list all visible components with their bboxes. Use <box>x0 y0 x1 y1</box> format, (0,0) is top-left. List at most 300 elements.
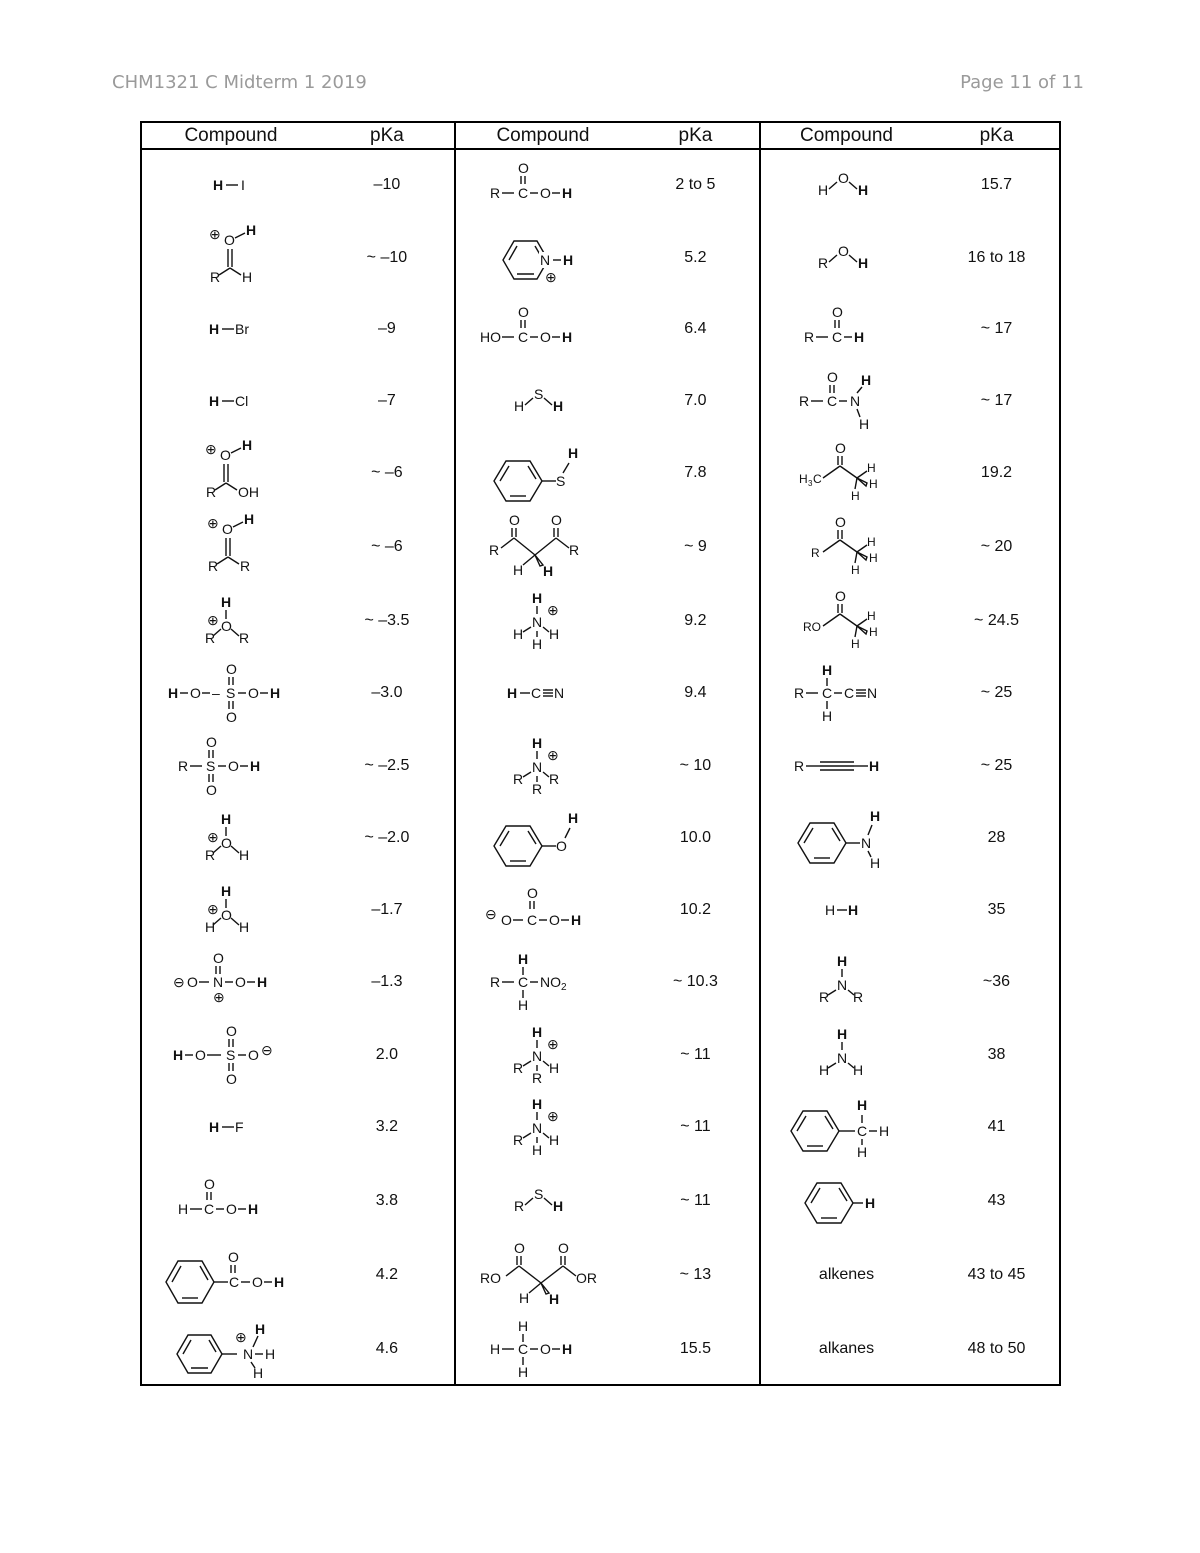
pka-value: 7.8 <box>684 464 707 481</box>
compound-structure <box>761 802 932 874</box>
svg-text:C: C <box>517 185 529 201</box>
svg-text:H: H <box>836 1026 847 1042</box>
table-row <box>142 1313 454 1385</box>
table-column-2 <box>454 123 761 1384</box>
svg-text:RO: RO <box>479 1270 501 1286</box>
svg-text:H: H <box>531 1142 543 1158</box>
pka-value: –7 <box>378 392 396 409</box>
svg-text:O: O <box>205 782 217 798</box>
svg-text:H: H <box>824 902 835 918</box>
svg-text:R: R <box>548 771 560 787</box>
compound-structure <box>142 365 320 437</box>
compound-structure <box>761 874 932 946</box>
svg-text:R: R <box>810 546 820 560</box>
table-row <box>456 149 761 221</box>
compound-name: alkenes <box>818 1266 875 1283</box>
table-row <box>142 293 454 365</box>
svg-text:H: H <box>241 437 253 453</box>
svg-text:⊕: ⊕ <box>546 602 559 618</box>
svg-text:H: H <box>817 182 828 198</box>
pka-value: ~ –3.5 <box>364 612 410 629</box>
table-column-3 <box>759 123 1061 1384</box>
svg-text:H: H <box>567 445 579 461</box>
table-row <box>761 365 1061 437</box>
compound-structure <box>142 149 320 221</box>
svg-text:O: O <box>220 618 232 634</box>
svg-text:H: H <box>243 511 255 527</box>
svg-text:⊕: ⊕ <box>544 269 557 285</box>
table-row <box>456 585 761 657</box>
compound-structure <box>142 585 320 657</box>
svg-text:H: H <box>238 919 250 935</box>
compound-structure <box>456 1313 630 1385</box>
svg-text:C: C <box>203 1201 215 1217</box>
svg-text:Br: Br <box>234 321 249 337</box>
compound-name: alkanes <box>818 1340 875 1357</box>
pka-value: ~ –10 <box>366 249 408 266</box>
svg-text:N: N <box>539 252 551 268</box>
pka-value: –10 <box>373 176 401 193</box>
pka-value: 41 <box>987 1118 1006 1135</box>
svg-text:⊕: ⊕ <box>204 441 217 457</box>
table-row <box>761 293 1061 365</box>
table-row <box>142 149 454 221</box>
compound-structure <box>456 365 630 437</box>
svg-text:O: O <box>225 709 237 725</box>
pka-value: ~ 25 <box>980 684 1013 701</box>
svg-text:C: C <box>821 685 832 701</box>
pka-value: 48 to 50 <box>967 1340 1026 1357</box>
svg-text:H: H <box>836 953 847 969</box>
table-row <box>142 222 454 294</box>
svg-text:O: O <box>539 185 551 201</box>
svg-text:O: O <box>548 912 560 928</box>
svg-text:H: H <box>269 685 281 701</box>
svg-text:H: H <box>561 1341 573 1357</box>
table-row <box>761 437 1061 509</box>
svg-text:O: O <box>508 512 520 528</box>
svg-text:O: O <box>834 514 846 530</box>
table-row <box>456 802 761 874</box>
table-row <box>456 1165 761 1237</box>
svg-text:H: H <box>531 636 543 652</box>
table-row <box>456 946 761 1018</box>
pka-value: ~36 <box>982 973 1011 990</box>
svg-text:H: H <box>531 590 543 606</box>
svg-text:R: R <box>177 758 189 774</box>
svg-text:H: H <box>238 847 250 863</box>
svg-text:C: C <box>228 1274 240 1290</box>
pka-value: 2.0 <box>375 1046 399 1063</box>
svg-text:C: C <box>517 1341 529 1357</box>
svg-text:H: H <box>212 177 224 193</box>
svg-text:S: S <box>225 685 236 701</box>
svg-text:H: H <box>552 1198 564 1214</box>
compound-structure <box>761 437 932 509</box>
table-row <box>142 802 454 874</box>
svg-text:H: H <box>818 1062 829 1078</box>
svg-text:H: H <box>517 1318 529 1334</box>
svg-text:H: H <box>531 735 543 751</box>
compound-structure <box>142 730 320 802</box>
pka-value: ~ –6 <box>371 538 403 555</box>
pka-value: ~ 10 <box>679 757 712 774</box>
compound-structure <box>142 222 320 294</box>
pka-value: 10.2 <box>679 901 711 918</box>
svg-text:O: O <box>194 1047 206 1063</box>
svg-text:3: 3 <box>807 479 812 488</box>
svg-text:O: O <box>834 588 846 604</box>
svg-text:H: H <box>177 1201 189 1217</box>
svg-text:C: C <box>812 472 822 486</box>
svg-text:⊕: ⊕ <box>206 515 219 531</box>
pka-value: 9.4 <box>684 684 707 701</box>
svg-text:H: H <box>208 393 220 409</box>
svg-text:Cl: Cl <box>234 393 249 409</box>
svg-text:H: H <box>868 758 879 774</box>
svg-text:2: 2 <box>560 982 567 993</box>
pka-value: 16 to 18 <box>967 249 1026 266</box>
svg-text:R: R <box>852 989 863 1005</box>
svg-text:C: C <box>831 329 842 345</box>
pka-value: 19.2 <box>980 464 1013 481</box>
svg-text:S: S <box>533 1186 544 1202</box>
svg-text:H: H <box>856 1144 867 1160</box>
compound-structure <box>142 1019 320 1091</box>
pka-value: 28 <box>987 829 1006 846</box>
svg-text:H: H <box>869 808 880 824</box>
svg-text:⊕: ⊕ <box>546 747 559 763</box>
svg-text:N: N <box>212 974 224 990</box>
compound-structure <box>761 946 932 1018</box>
table-column-1 <box>142 123 454 1384</box>
compound-structure <box>456 874 630 946</box>
svg-text:N: N <box>860 835 871 851</box>
pka-value: ~ 10.3 <box>672 973 718 990</box>
table-row <box>761 511 1061 583</box>
svg-text:O: O <box>219 447 231 463</box>
table-row <box>142 585 454 657</box>
pka-value: ~ 20 <box>980 538 1013 555</box>
svg-text:S: S <box>555 473 566 489</box>
pka-value: 15.7 <box>980 176 1013 193</box>
svg-text:H: H <box>512 626 524 642</box>
pka-value: 10.0 <box>679 829 711 846</box>
svg-text:⊖: ⊖ <box>484 906 497 922</box>
svg-text:H: H <box>858 416 869 432</box>
svg-text:H: H <box>552 398 564 414</box>
table-row <box>761 222 1061 294</box>
svg-text:N: N <box>531 759 543 775</box>
svg-text:O: O <box>186 974 198 990</box>
svg-text:H: H <box>167 685 179 701</box>
table-row <box>142 1239 454 1311</box>
svg-text:H: H <box>506 685 518 701</box>
compound-structure <box>456 222 630 294</box>
svg-text:N: N <box>242 1346 254 1362</box>
svg-text:C: C <box>517 974 529 990</box>
table-row <box>456 222 761 294</box>
svg-text:S: S <box>205 758 216 774</box>
svg-text:H: H <box>857 255 868 271</box>
table-row <box>761 1239 1061 1311</box>
svg-text:F: F <box>234 1119 244 1135</box>
svg-text:R: R <box>209 269 221 285</box>
svg-text:O: O <box>539 329 551 345</box>
compound-structure <box>456 730 630 802</box>
svg-text:O: O <box>526 885 538 901</box>
compound-structure <box>761 1239 932 1311</box>
svg-text:N: N <box>836 1050 847 1066</box>
svg-text:H: H <box>252 1365 264 1381</box>
compound-structure <box>142 1239 320 1311</box>
table-row <box>456 511 761 583</box>
svg-text:H: H <box>256 974 268 990</box>
svg-text:H: H <box>852 1062 863 1078</box>
compound-structure <box>761 222 932 294</box>
compound-structure <box>456 149 630 221</box>
svg-text:⊕: ⊕ <box>546 1108 559 1124</box>
compound-structure <box>456 657 630 729</box>
column-header <box>142 123 454 150</box>
svg-text:N: N <box>836 977 847 993</box>
table-row <box>456 293 761 365</box>
svg-text:⊕: ⊕ <box>212 989 225 1005</box>
svg-text:H: H <box>850 563 860 577</box>
svg-text:H: H <box>856 1097 867 1113</box>
svg-text:O: O <box>203 1176 215 1192</box>
pka-value: 15.5 <box>679 1340 711 1357</box>
svg-text:O: O <box>550 512 562 528</box>
svg-text:H: H <box>531 1024 543 1040</box>
svg-text:O: O <box>247 1047 259 1063</box>
compound-structure <box>456 946 630 1018</box>
svg-text:⊕: ⊕ <box>206 612 219 628</box>
svg-text:O: O <box>557 1240 569 1256</box>
svg-text:H: H <box>220 883 232 899</box>
table-row <box>142 657 454 729</box>
svg-text:H: H <box>847 902 858 918</box>
compound-structure <box>761 365 932 437</box>
table-row <box>761 149 1061 221</box>
pka-value: 4.2 <box>375 1266 399 1283</box>
svg-text:OH: OH <box>237 484 259 500</box>
compound-structure <box>456 1165 630 1237</box>
svg-text:H: H <box>868 551 878 565</box>
compound-structure <box>456 511 630 583</box>
compound-structure <box>456 1019 630 1091</box>
pka-value: –3.0 <box>371 684 403 701</box>
svg-text:H: H <box>561 329 573 345</box>
pka-value: ~ 25 <box>980 757 1013 774</box>
table-row <box>761 657 1061 729</box>
svg-text:R: R <box>207 558 219 574</box>
svg-text:H: H <box>798 472 808 486</box>
svg-text:H: H <box>821 662 832 678</box>
svg-text:H: H <box>869 855 880 871</box>
svg-text:R: R <box>204 847 216 863</box>
pka-value: 3.8 <box>375 1192 399 1209</box>
svg-text:O: O <box>247 685 259 701</box>
compound-structure <box>761 293 932 365</box>
svg-text:C: C <box>530 685 542 701</box>
svg-text:O: O <box>225 1071 237 1087</box>
pka-value: 43 to 45 <box>967 1266 1026 1283</box>
pka-value: 3.2 <box>375 1118 399 1135</box>
svg-text:R: R <box>204 630 216 646</box>
svg-text:H: H <box>513 398 525 414</box>
compound-structure <box>761 1313 932 1385</box>
svg-text:H: H <box>542 563 554 579</box>
svg-text:H: H <box>868 625 878 639</box>
svg-text:H: H <box>878 1123 889 1139</box>
svg-text:H: H <box>850 489 860 503</box>
svg-text:O: O <box>834 440 846 456</box>
compound-structure <box>456 1239 630 1311</box>
svg-text:H: H <box>247 1201 259 1217</box>
table-row <box>456 730 761 802</box>
table-row <box>142 946 454 1018</box>
svg-text:C: C <box>517 329 529 345</box>
pka-value: ~ 13 <box>679 1266 712 1283</box>
pka-value: 6.4 <box>684 320 707 337</box>
svg-text:S: S <box>533 386 544 402</box>
pka-value: 4.6 <box>375 1340 399 1357</box>
svg-text:O: O <box>220 907 232 923</box>
exam-title: CHM1321 C Midterm 1 2019 <box>112 72 367 93</box>
pka-value: 7.0 <box>684 392 707 409</box>
svg-text:N: N <box>531 1048 543 1064</box>
svg-text:H: H <box>853 329 864 345</box>
svg-text:H: H <box>868 477 878 491</box>
svg-text:O: O <box>225 1023 237 1039</box>
svg-text:⊕: ⊕ <box>206 829 219 845</box>
svg-text:H: H <box>548 626 560 642</box>
compound-structure <box>142 511 320 583</box>
compound-structure <box>761 511 932 583</box>
svg-text:O: O <box>225 661 237 677</box>
svg-text:O: O <box>223 232 235 248</box>
svg-text:–: – <box>211 685 220 701</box>
table-row <box>142 365 454 437</box>
svg-text:R: R <box>489 185 501 201</box>
table-row <box>456 437 761 509</box>
table-row <box>761 585 1061 657</box>
svg-text:O: O <box>189 685 201 701</box>
svg-text:H: H <box>220 594 232 610</box>
svg-text:H: H <box>518 1290 530 1306</box>
svg-text:O: O <box>234 974 246 990</box>
page-number: Page 11 of 11 <box>960 72 1084 93</box>
column-header <box>761 123 1061 150</box>
svg-text:R: R <box>793 685 804 701</box>
compound-structure <box>456 1091 630 1163</box>
svg-text:C: C <box>826 393 837 409</box>
svg-text:H: H <box>567 810 579 826</box>
svg-text:⊕: ⊕ <box>208 226 221 242</box>
pka-value: 38 <box>987 1046 1006 1063</box>
svg-text:⊕: ⊕ <box>234 1329 247 1345</box>
svg-text:R: R <box>205 484 217 500</box>
column-header <box>456 123 761 150</box>
pka-value: 43 <box>987 1192 1006 1209</box>
svg-text:H: H <box>512 562 524 578</box>
compound-structure <box>142 802 320 874</box>
svg-text:O: O <box>221 521 233 537</box>
svg-text:R: R <box>239 558 251 574</box>
svg-text:⊕: ⊕ <box>546 1036 559 1052</box>
svg-text:O: O <box>225 1201 237 1217</box>
svg-text:H: H <box>866 535 876 549</box>
compound-structure <box>142 657 320 729</box>
svg-text:N: N <box>866 685 877 701</box>
compound-structure <box>761 1019 932 1091</box>
table-row <box>142 1091 454 1163</box>
pka-value: 2 to 5 <box>675 176 716 193</box>
svg-text:N: N <box>531 1120 543 1136</box>
svg-text:H: H <box>489 1341 501 1357</box>
svg-text:H: H <box>531 1096 543 1112</box>
compound-structure <box>142 293 320 365</box>
svg-text:H: H <box>860 372 871 388</box>
table-row <box>761 874 1061 946</box>
svg-text:R: R <box>512 1132 524 1148</box>
svg-text:R: R <box>488 542 500 558</box>
pka-value: ~ 9 <box>684 538 707 555</box>
svg-text:R: R <box>238 630 250 646</box>
svg-text:R: R <box>803 329 814 345</box>
table-row <box>761 1019 1061 1091</box>
svg-text:O: O <box>837 243 849 259</box>
svg-text:O: O <box>826 369 838 385</box>
pka-header: pKa <box>370 125 404 146</box>
compound-structure <box>761 149 932 221</box>
svg-text:O: O <box>517 160 529 176</box>
svg-text:H: H <box>264 1346 276 1362</box>
svg-text:O: O <box>227 758 239 774</box>
compound-structure <box>761 730 932 802</box>
svg-text:⊕: ⊕ <box>206 901 219 917</box>
pka-value: ~ –2.5 <box>364 757 410 774</box>
svg-text:R: R <box>568 542 580 558</box>
compound-structure <box>142 946 320 1018</box>
table-row <box>456 874 761 946</box>
pka-header: pKa <box>979 125 1014 146</box>
svg-text:N: N <box>553 685 565 701</box>
compound-structure <box>142 874 320 946</box>
table-row <box>142 511 454 583</box>
pka-value: –9 <box>378 320 396 337</box>
table-row <box>142 1019 454 1091</box>
compound-header: Compound <box>800 125 893 146</box>
compound-structure <box>761 1165 932 1237</box>
svg-text:O: O <box>831 304 843 320</box>
pka-value: –1.3 <box>371 973 403 990</box>
table-row <box>456 657 761 729</box>
svg-text:⊖: ⊖ <box>260 1042 273 1058</box>
svg-text:H: H <box>208 1119 220 1135</box>
svg-text:HO: HO <box>479 329 501 345</box>
table-row <box>456 1019 761 1091</box>
svg-text:O: O <box>555 838 567 854</box>
svg-text:H: H <box>548 1132 560 1148</box>
table-row <box>456 1239 761 1311</box>
svg-text:H: H <box>254 1321 266 1337</box>
pka-value: ~ 11 <box>680 1192 711 1209</box>
pka-value: ~ 11 <box>680 1046 711 1063</box>
svg-text:I: I <box>240 177 245 193</box>
svg-text:O: O <box>212 950 224 966</box>
